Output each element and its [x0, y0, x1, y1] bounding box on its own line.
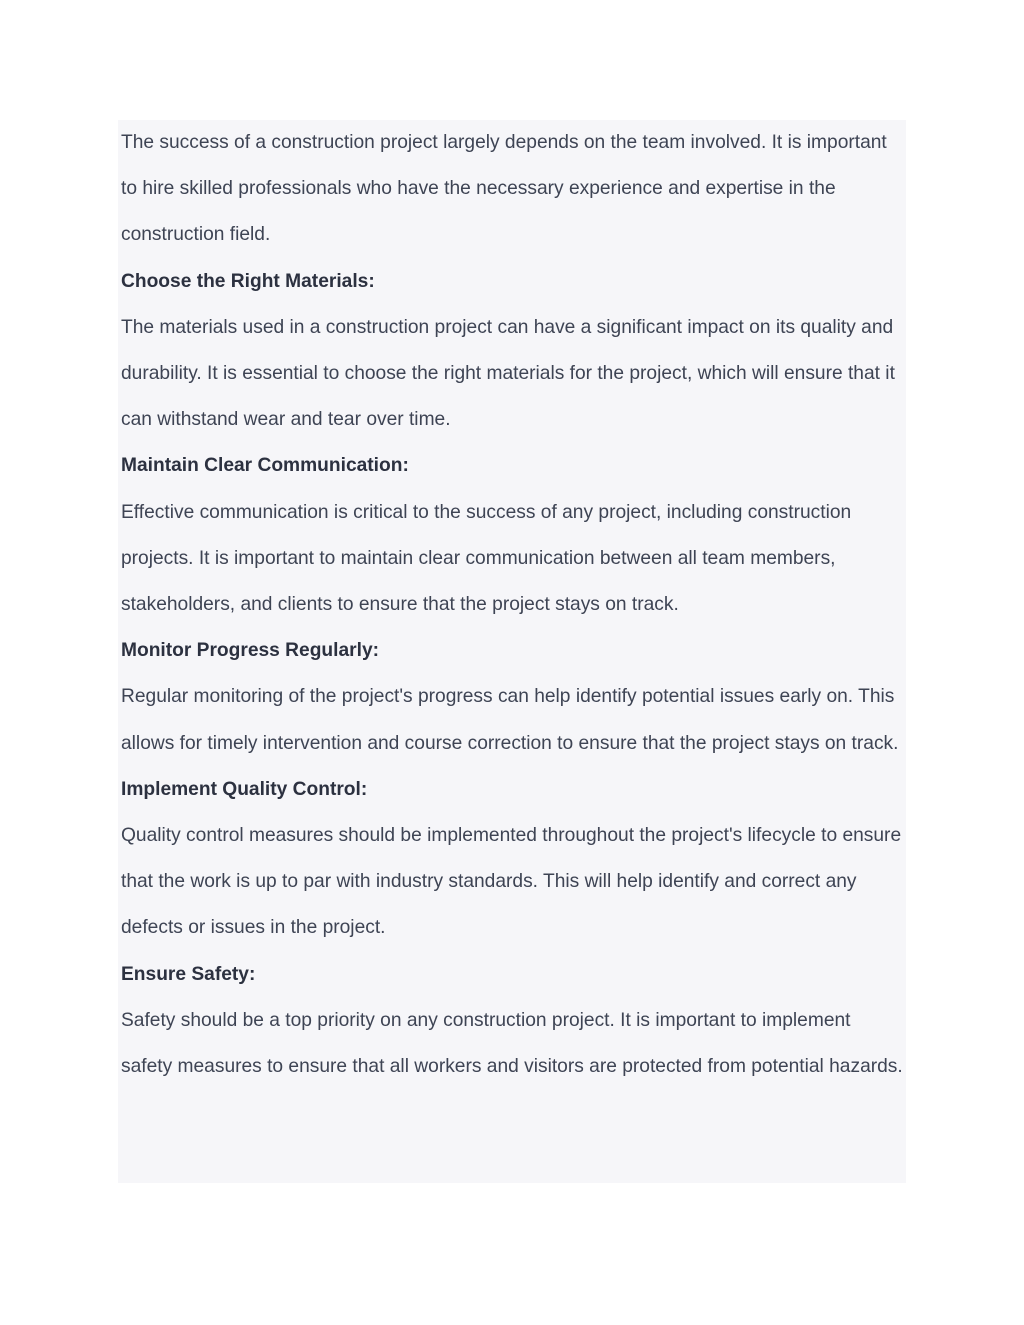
section-body-materials: The materials used in a construction project can have a significant impact on its quality and durability. It is essential to choose the right materials for the project, which will ensure that it can withstand wear and tear over time. [121, 316, 895, 431]
section-body-communication: Effective communication is critical to the success of any project, including construction projects. It is important to maintain clear communication between all team members, stakeholders, and clients to ensure that the project stays on track. [121, 501, 852, 616]
section-body-safety: Safety should be a top priority on any construction project. It is important to implement safety measures to ensure that all workers and visitors are protected from potential hazards. [121, 1009, 903, 1078]
section-body-progress: Regular monitoring of the project's progress can help identify potential issues early on. This allows for timely intervention and course correction to ensure that the project stays on track. [121, 686, 899, 754]
section-heading-communication: Maintain Clear Communication: [121, 455, 409, 477]
text-flow [121, 120, 906, 1090]
section-heading-progress: Monitor Progress Regularly: [121, 640, 380, 662]
content-block [118, 120, 906, 1183]
section-heading-safety: Ensure Safety: [121, 963, 256, 985]
section-heading-quality: Implement Quality Control: [121, 778, 368, 800]
intro-paragraph: The success of a construction project largely depends on the team involved. It is important to hire skilled professionals who have the necessary experience and expertise in the construction field. [121, 132, 887, 246]
section-body-quality: Quality control measures should be implemented throughout the project's lifecycle to ensure that the work is up to par with industry standards. This will help identify and correct any defects or issues in the project. [121, 825, 902, 939]
section-heading-materials: Choose the Right Materials: [121, 270, 375, 292]
